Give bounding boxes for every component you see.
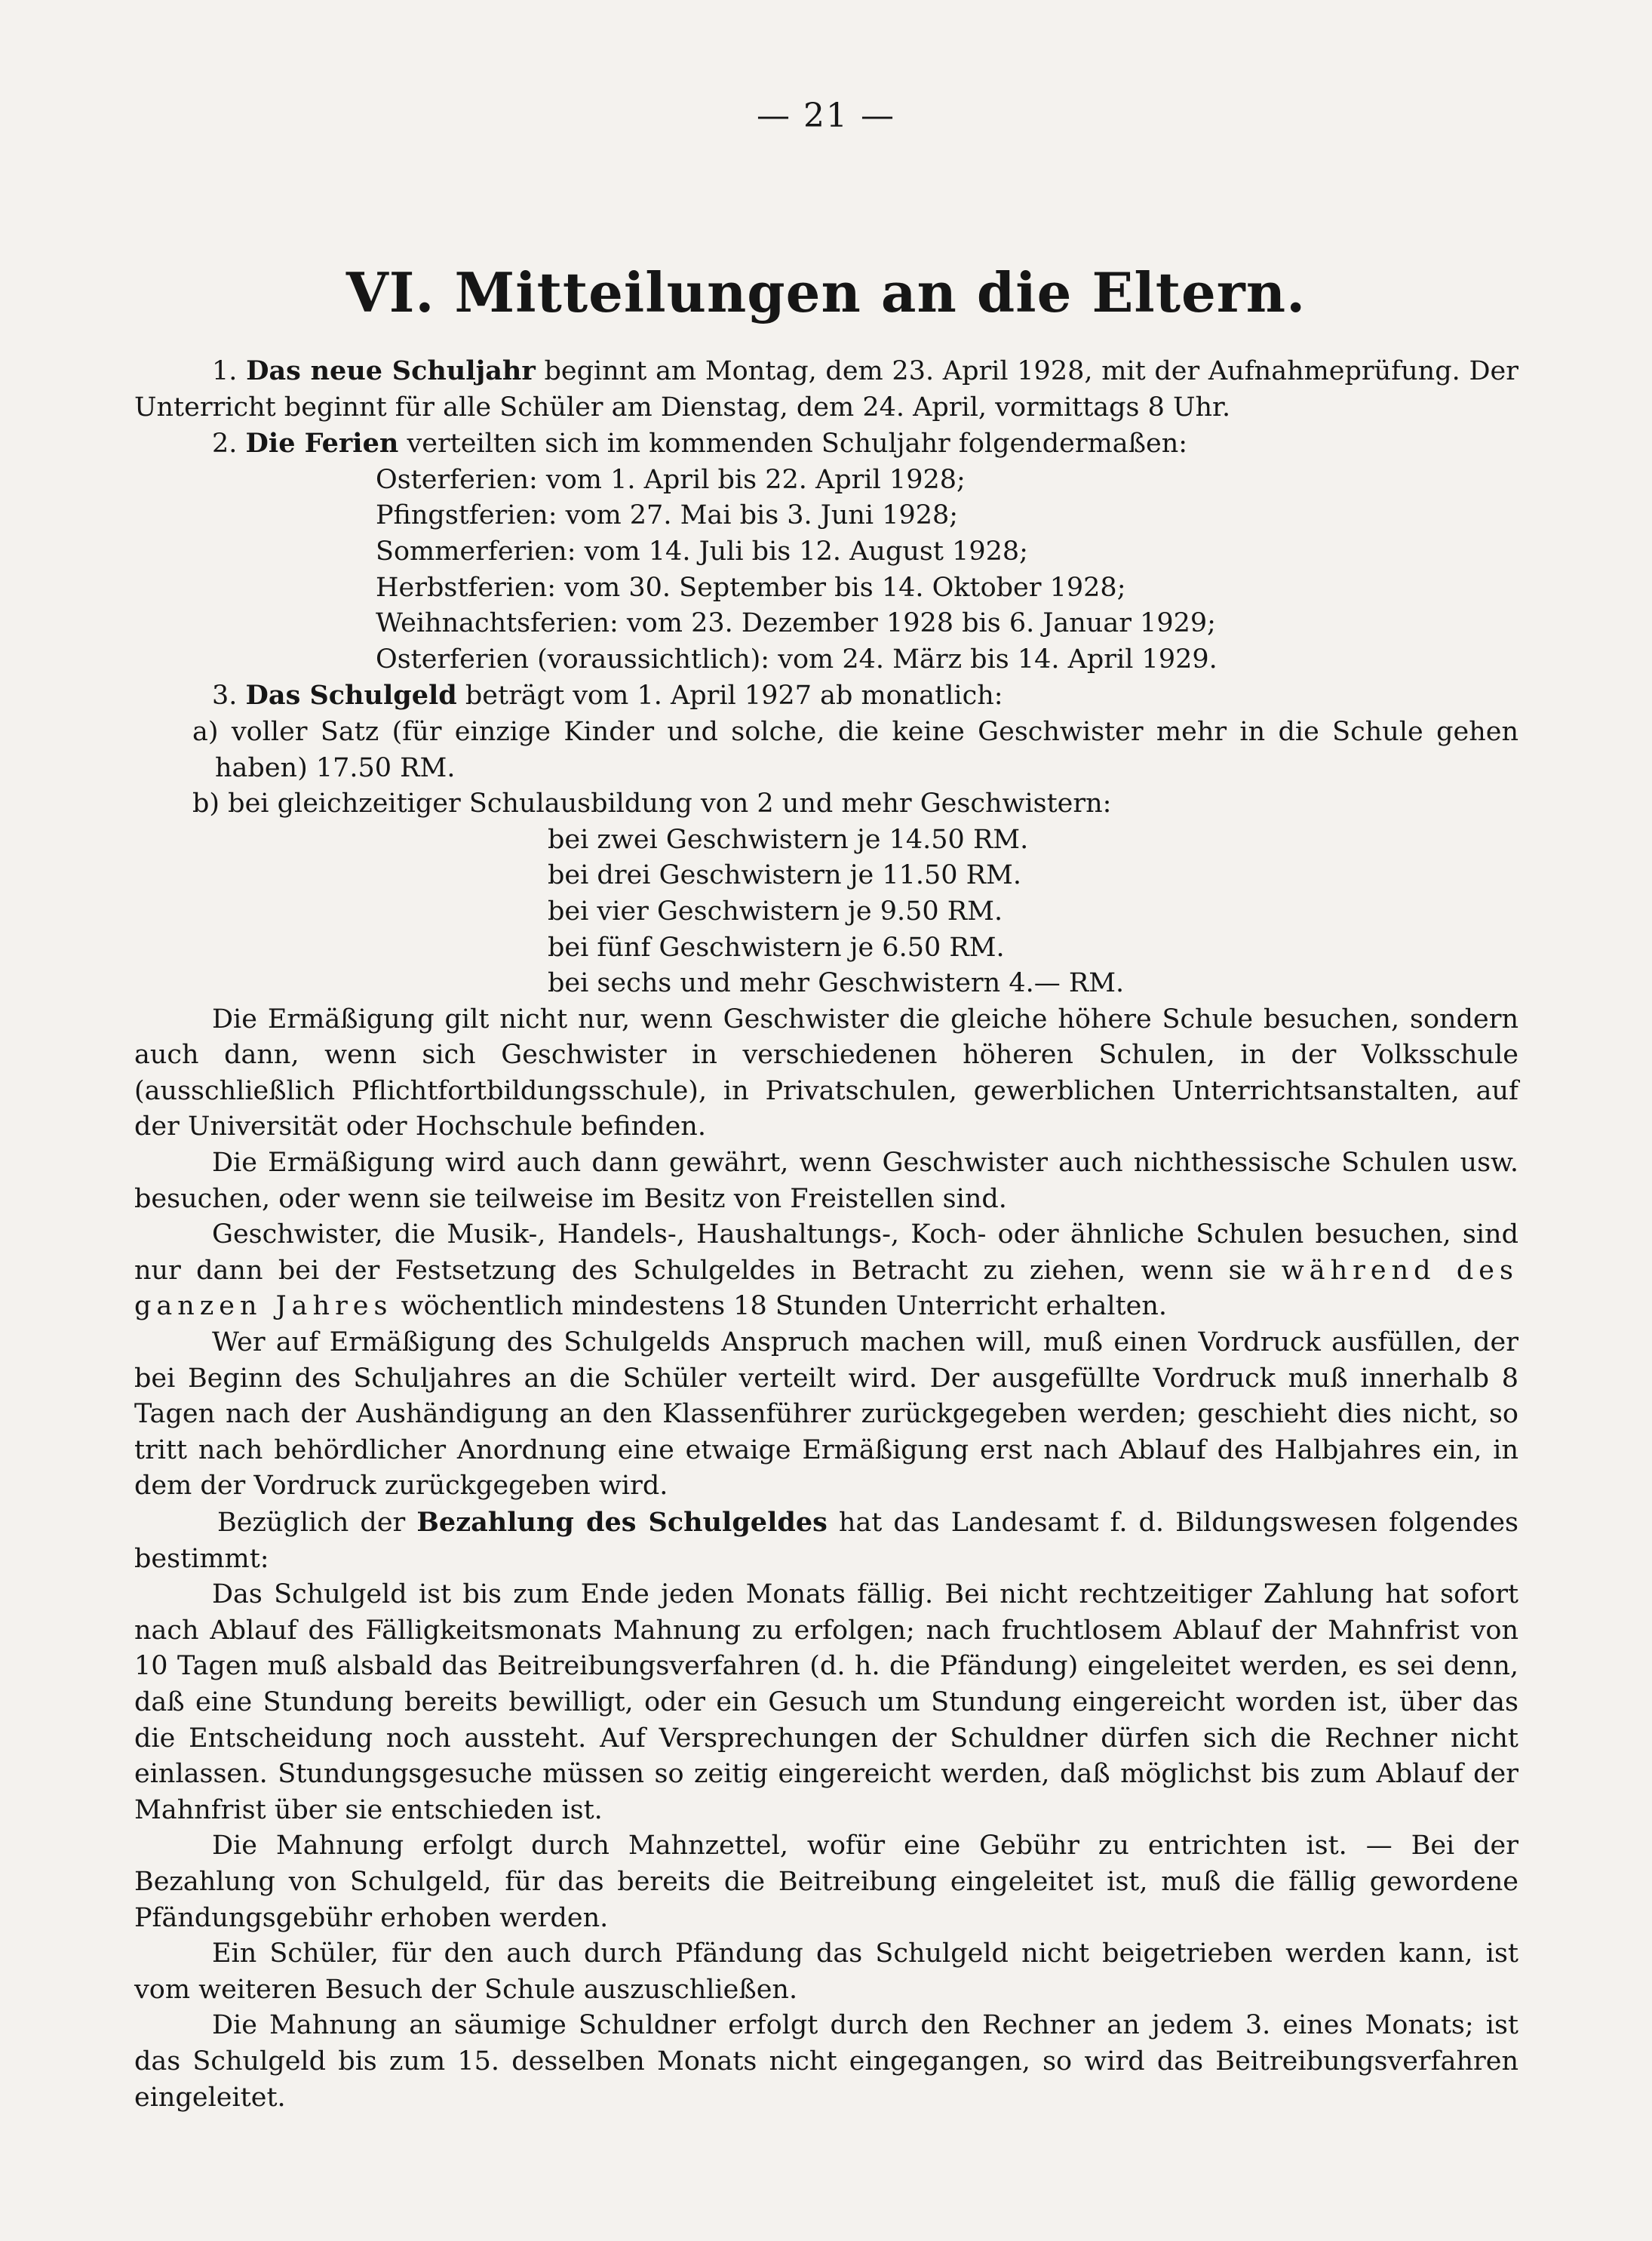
rate-siblings-intro: b) bei gleichzeitiger Schulausbildung von 2 und mehr Geschwistern: bbox=[192, 788, 1112, 819]
rate-line: bei vier Geschwistern je 9.50 RM. bbox=[548, 896, 1003, 927]
paragraph-text: Bezüglich der bbox=[217, 1508, 406, 1538]
paragraph-ermaessigung: Die Ermäßigung gilt nicht nur, wenn Geschwister die gleiche höhere Schule besuchen, sondern auch dann, wenn sich Geschwister in verschiedenen höheren Schulen, in der Volksschule (ausschließlich Pflichtfortbildungsschule), in Privatschulen, gewerblichen Unterrichtsanstalten, auf der Universität oder Hochschule befinden. bbox=[134, 1004, 1518, 1142]
section-heading: Die Ferien bbox=[245, 428, 399, 460]
rate-full: a) voller Satz (für einzige Kinder und solche, die keine Geschwister mehr in die Schule gehen haben) 17.50 RM. bbox=[192, 716, 1518, 783]
document-body bbox=[134, 353, 1518, 2116]
section-text: verteilten sich im kommenden Schuljahr folgendermaßen: bbox=[407, 429, 1188, 460]
paragraph-heading: Bezahlung des Schulgeldes bbox=[416, 1507, 828, 1538]
paragraph-nichthessisch: Die Ermäßigung wird auch dann gewährt, wenn Geschwister auch nichthessische Schulen usw. besuchen, oder wenn sie teilweise im Besitz von Freistellen sind. bbox=[134, 1148, 1518, 1214]
spaced-emphasis: während des ganzen Jahres bbox=[134, 1255, 1518, 1322]
section-text: beginnt am Montag, dem 23. April 1928, mit der Aufnahmeprüfung. Der Unterricht beginnt für alle Schüler am Dienstag, dem 24. April, vormittags 8 Uhr. bbox=[134, 356, 1518, 423]
page-number: — 21 — bbox=[757, 97, 895, 135]
paragraph-text: hat das Landesamt f. d. Bildungswesen folgendes bestimmt: bbox=[134, 1508, 1518, 1574]
rate-line: bei sechs und mehr Geschwistern 4.— RM. bbox=[548, 968, 1125, 999]
section-number: 3. bbox=[212, 681, 238, 712]
section-schulgeld bbox=[134, 678, 1518, 715]
rate-line: bei drei Geschwistern je 11.50 RM. bbox=[548, 860, 1022, 891]
section-text: beträgt vom 1. April 1927 ab monatlich: bbox=[465, 681, 1003, 712]
paragraph-geschwister bbox=[134, 1217, 1518, 1325]
vacation-line: Sommerferien: vom 14. Juli bis 12. August 1928; bbox=[376, 536, 1028, 567]
vacation-line: Osterferien: vom 1. April bis 22. April 1928; bbox=[376, 464, 966, 495]
paragraph-text: Geschwister, die Musik-, Handels-, Haushaltungs-, Koch- oder ähnliche Schulen besuchen, sind nur dann bei der Festsetzung des Schulgeldes in Betracht zu ziehen, wenn sie bbox=[134, 1219, 1518, 1286]
paragraph-rechner: Die Mahnung an säumige Schuldner erfolgt durch den Rechner an jedem 3. eines Monats; ist das Schulgeld bis zum 15. desselben Monats nicht eingegangen, so wird das Beitreibungsverfahren eingeleitet. bbox=[134, 2010, 1518, 2113]
section-number: 2. bbox=[212, 429, 238, 460]
vacation-line: Weihnachtsferien: vom 23. Dezember 1928 bis 6. Januar 1929; bbox=[376, 608, 1216, 639]
paragraph-bezahlung bbox=[134, 1505, 1518, 1577]
section-heading: Das neue Schuljahr bbox=[246, 355, 536, 386]
paragraph-faelligkeit: Das Schulgeld ist bis zum Ende jeden Monats fällig. Bei nicht rechtzeitiger Zahlung hat sofort nach Ablauf des Fälligkeitsmonats Mahnung zu erfolgen; nach fruchtlosem Ablauf der Mahnfrist von 10 Tagen muß alsbald das Beitreibungsverfahren (d. h. die Pfändung) eingeleitet werden, es sei denn, daß eine Stundung bereits bewilligt, oder ein Gesuch um Stundung eingereicht worden ist, über das die Entscheidung noch aussteht. Auf Versprechungen der Schuldner dürfen sich die Rechner nicht einlassen. Stundungsgesuche müssen so zeitig eingereicht werden, daß möglichst bis zum Ablauf der Mahnfrist über sie entschieden ist. bbox=[134, 1579, 1518, 1825]
rate-line: bei zwei Geschwistern je 14.50 RM. bbox=[548, 824, 1029, 855]
paragraph-vordruck: Wer auf Ermäßigung des Schulgelds Anspruch machen will, muß einen Vordruck ausfüllen, der bei Beginn des Schuljahres an die Schüler verteilt wird. Der ausgefüllte Vordruck muß innerhalb 8 Tagen nach der Aushändigung an den Klassenführer zurückgegeben werden; geschieht dies nicht, so tritt nach behördlicher Anordnung eine etwaige Ermäßigung erst nach Ablauf des Halbjahres ein, in dem der Vordruck zurückgegeben wird. bbox=[134, 1327, 1518, 1502]
section-number: 1. bbox=[212, 356, 238, 386]
section-schuljahr bbox=[134, 353, 1518, 426]
vacation-line: Pfingstferien: vom 27. Mai bis 3. Juni 1928; bbox=[376, 500, 959, 531]
vacation-line: Osterferien (voraussichtlich): vom 24. März bis 14. April 1929. bbox=[376, 644, 1218, 675]
paragraph-ausschluss: Ein Schüler, für den auch durch Pfändung das Schulgeld nicht beigetrieben werden kann, ist vom weiteren Besuch der Schule auszuschließen. bbox=[134, 1938, 1518, 2005]
paragraph-text: wöchentlich mindestens 18 Stunden Unterricht erhalten. bbox=[401, 1291, 1168, 1322]
vacation-line: Herbstferien: vom 30. September bis 14. Oktober 1928; bbox=[376, 572, 1126, 603]
paragraph-mahnzettel: Die Mahnung erfolgt durch Mahnzettel, wofür eine Gebühr zu entrichten ist. — Bei der Bezahlung von Schulgeld, für das bereits die Beitreibung eingeleitet ist, muß die fällig gewordene Pfändungsgebühr erhoben werden. bbox=[134, 1831, 1518, 1933]
section-heading: Das Schulgeld bbox=[245, 680, 457, 712]
rate-line: bei fünf Geschwistern je 6.50 RM. bbox=[548, 932, 1005, 963]
page-title: VI. Mitteilungen an die Eltern. bbox=[345, 260, 1307, 324]
section-ferien bbox=[134, 426, 1518, 463]
